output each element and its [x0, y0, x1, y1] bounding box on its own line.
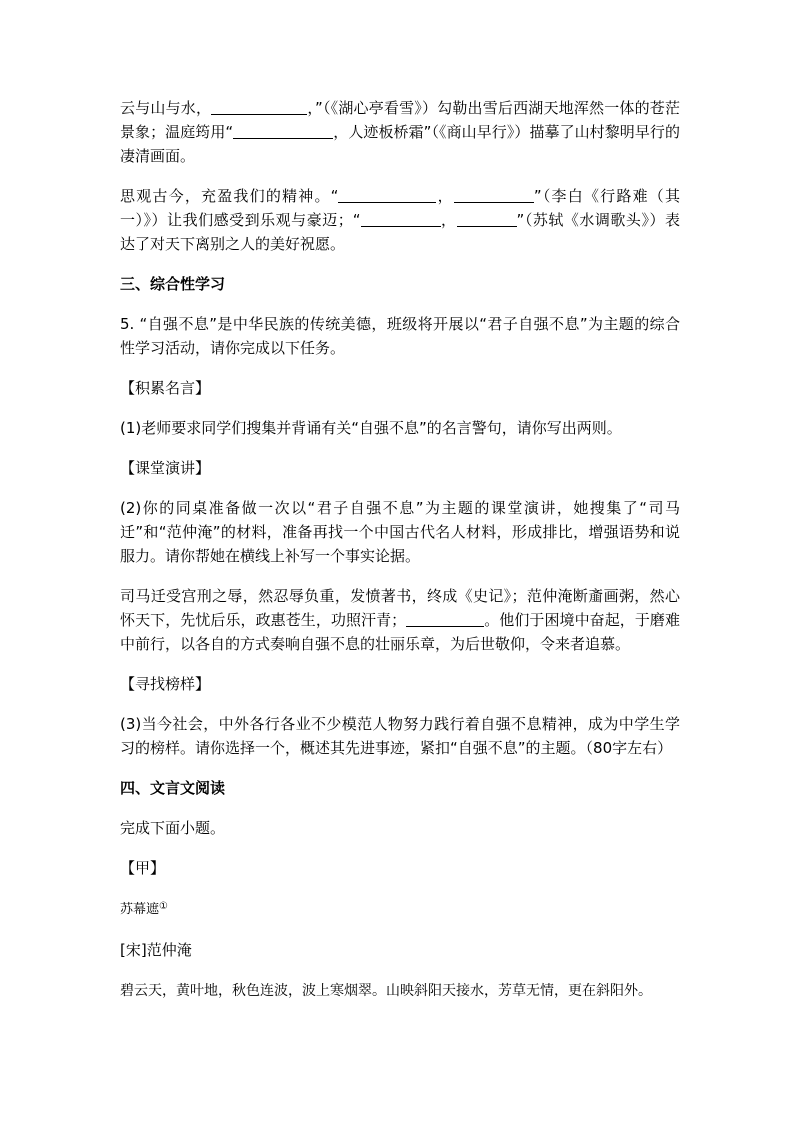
fill-in-paragraph-1 — [120, 96, 680, 168]
poem-body: 碧云天，黄叶地，秋色连波，波上寒烟翠。山映斜阳天接水，芳草无情，更在斜阳外。 — [120, 983, 652, 999]
passage-label: 【甲】 — [120, 859, 166, 877]
instruction: 完成下面小题。 — [120, 819, 226, 837]
text: ”（苏轼《水调歌头》）表达了对天下离别之人的美好祝愿。 — [120, 211, 680, 253]
question-5: 5. “自强不息”是中华民族的传统美德，班级将开展以“君子自强不息”为主题的综合性学习活动，请你完成以下任务。 — [120, 315, 680, 357]
task-title: 【课堂演讲】 — [120, 459, 211, 477]
answer-blank[interactable] — [233, 122, 333, 139]
poem-title — [120, 896, 680, 922]
text: 思观古今，充盈我们的精神。“ — [120, 187, 339, 205]
answer-blank[interactable] — [406, 610, 484, 627]
text: 。他们于困境中奋起，于磨难中前行，以各自的方式奏响自强不息的壮丽乐章，为后世敬仰，令来者追慕。 — [120, 611, 680, 653]
footnote-marker: ① — [159, 901, 168, 912]
answer-blank[interactable] — [211, 98, 307, 115]
section-heading: 三、综合性学习 — [120, 275, 226, 293]
material-paragraph — [120, 584, 680, 656]
text: ”（李白《行路难（其一）》）让我们感受到乐观与豪迈；“ — [120, 187, 680, 229]
poem-author: [宋]范仲淹 — [120, 941, 192, 959]
document-page — [120, 96, 680, 1004]
text: 云与山与水， — [120, 99, 212, 117]
text: ， — [440, 211, 457, 229]
task-title: 【寻找榜样】 — [120, 675, 211, 693]
answer-blank[interactable] — [457, 210, 517, 227]
fill-in-paragraph-2 — [120, 184, 680, 256]
task-text: (1)老师要求同学们搜集并背诵有关“自强不息”的名言警句，请你写出两则。 — [120, 419, 622, 437]
text: ，”（《湖心亭看雪》）勾勒出雪后西湖天地浑然一体的苍茫景象；温庭筠用“ — [120, 99, 680, 141]
poem-title-text: 苏幕遮 — [120, 902, 160, 917]
text: 司马迁受宫刑之辱，然忍辱负重，发愤著书，终成《史记》；范仲淹断齑画粥，然心怀天下，先忧后乐，政惠苍生，功照汗青； — [120, 587, 680, 629]
answer-blank[interactable] — [361, 210, 441, 227]
answer-blank[interactable] — [338, 186, 436, 203]
task-text: (3)当今社会，中外各行各业不少模范人物努力践行着自强不息精神，成为中学生学习的榜样。请你选择一个，概述其先进事迹，紧扣“自强不息”的主题。（80字左右） — [120, 715, 680, 757]
text: ，人迹板桥霜”（《商山早行》）描摹了山村黎明早行的凄清画面。 — [120, 123, 680, 165]
text: ， — [436, 187, 454, 205]
answer-blank[interactable] — [454, 186, 534, 203]
task-text: (2)你的同桌准备做一次以“君子自强不息”为主题的课堂演讲，她搜集了“司马迁”和“范仲淹”的材料，准备再找一个中国古代名人材料，形成排比，增强语势和说服力。请你帮她在横线上补写一个事实论据。 — [120, 499, 680, 565]
section-heading: 四、文言文阅读 — [120, 779, 226, 797]
task-title: 【积累名言】 — [120, 379, 211, 397]
